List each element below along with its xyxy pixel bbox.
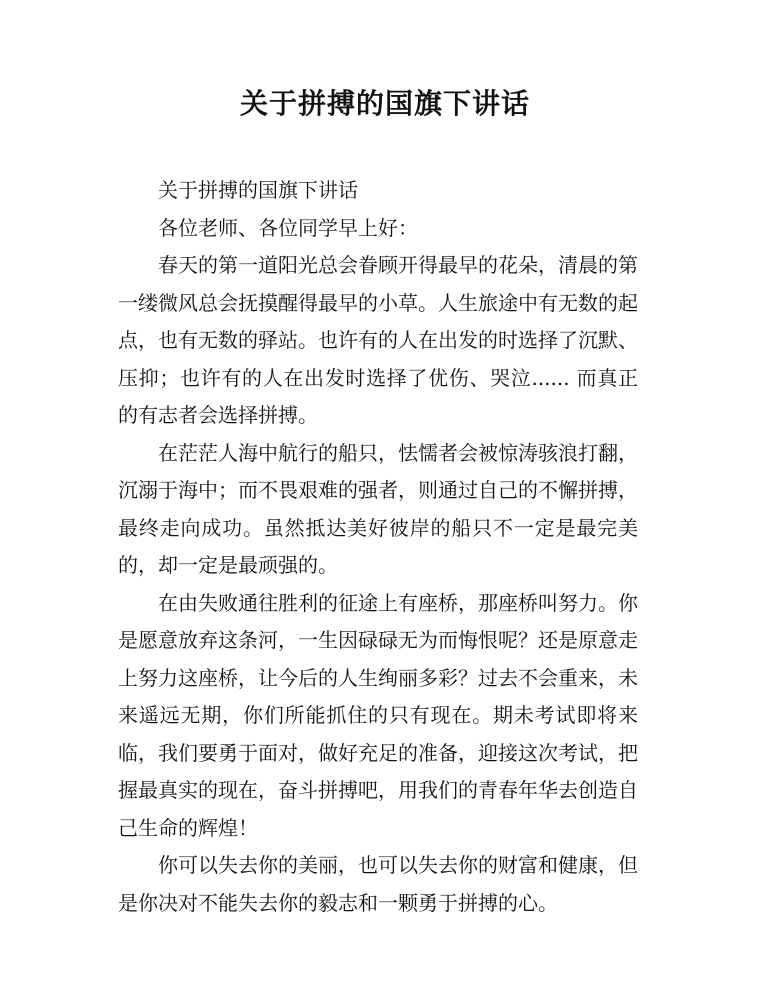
document-body <box>118 172 638 922</box>
paragraph-greeting: 各位老师、各位同学早上好： <box>158 215 418 240</box>
paragraph-bridge: 在由失败通往胜利的征途上有座桥，那座桥叫努力。你是愿意放弃这条河，一生因碌碌无为而悔恨呢？还是原意走上努力这座桥，让今后的人生绚丽多彩？过去不会重来，未来遥远无期，你们所能抓住的只有现在。期未考试即将来临，我们要勇于面对，做好充足的准备，迎接这次考试，把握最真实的现在，奋斗拼搏吧，用我们的青春年华去创造自己生命的辉煌！ <box>118 590 638 840</box>
paragraph-ship: 在茫茫人海中航行的船只，怯懦者会被惊涛骇浪打翻，沉溺于海中；而不畏艰难的强者，则通过自己的不懈拼搏，最终走向成功。虽然抵达美好彼岸的船只不一定是最完美的，却一定是最顽强的。 <box>118 440 638 577</box>
document-title: 关于拼搏的国旗下讲话 <box>239 87 530 120</box>
paragraph-closing: 你可以失去你的美丽，也可以失去你的财富和健康，但是你决对不能失去你的毅志和一颗勇于拼搏的心。 <box>118 853 638 915</box>
paragraph-heading-repeat: 关于拼搏的国旗下讲话 <box>158 178 358 202</box>
paragraph-spring: 春天的第一道阳光总会眷顾开得最早的花朵，清晨的第一缕微风总会抚摸醒得最早的小草。人生旅途中有无数的起点，也有无数的驿站。也许有的人在出发的时选择了沉默、压抑；也许有的人在出发时选择了优伤、哭泣...... 而真正的有志者会选择拼搏。 <box>118 253 638 427</box>
